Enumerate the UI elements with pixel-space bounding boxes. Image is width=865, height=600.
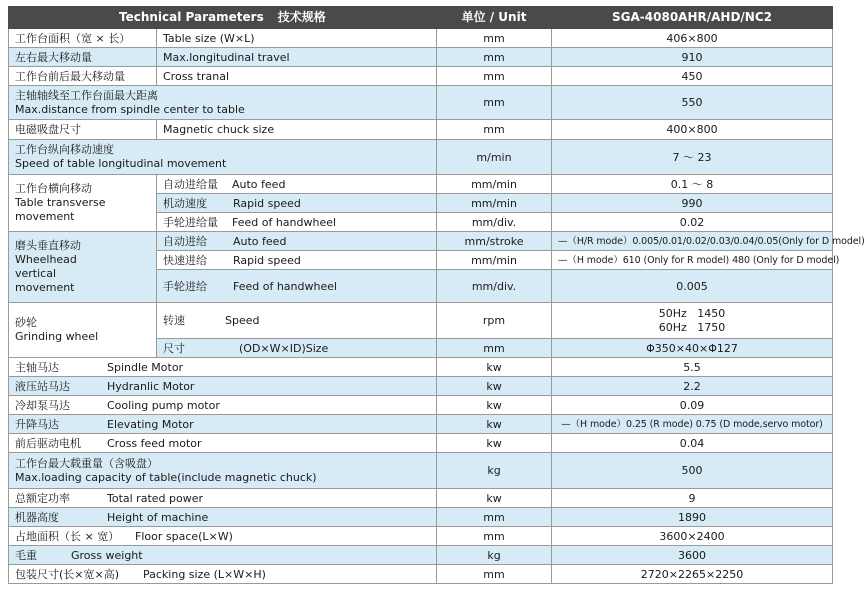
row-unit: kw [437,434,552,453]
row-unit: kw [437,489,552,508]
row-unit: mm/div. [437,213,552,232]
header-model: SGA-4080AHR/AHD/NC2 [552,7,833,29]
row-value: 7 ～ 23 [552,140,833,175]
row-unit: rpm [437,303,552,339]
table-row [9,489,833,508]
table-row [9,396,833,415]
sub-label [157,303,437,339]
row-label-en: Cross tranal [157,67,437,86]
row-label-en: Cross feed motor [107,436,202,450]
row-value: Φ350×40×Φ127 [552,339,833,358]
row-value: 1890 [552,508,833,527]
row-value: 2720×2265×2250 [552,565,833,584]
sub-label-cn: 机动速度 [163,196,207,210]
row-label-en: Max.loading capacity of table(include magnetic chuck) [15,470,317,484]
row-value: 0.005 [552,270,833,303]
row-unit: kw [437,377,552,396]
row-value: 0.09 [552,396,833,415]
table-row [9,140,833,175]
sub-label-en: Feed of handwheel [232,215,337,229]
table-row [9,453,833,489]
table-row [9,29,833,48]
row-label-en: Max.longitudinal travel [157,48,437,67]
row-label-en: Hydranlic Motor [107,379,195,393]
row-unit: mm [437,67,552,86]
table-row [9,303,833,339]
row-label [9,358,437,377]
row-label [9,453,437,489]
row-unit: kg [437,546,552,565]
sub-label-en: Speed [225,314,260,327]
table-row [9,565,833,584]
row-value: 910 [552,48,833,67]
row-label-cn: 毛重 [15,548,37,562]
row-value: —（H mode）0.25 (R mode) 0.75 (D mode,servo motor) [552,415,833,434]
row-value: —（H/R mode）0.005/0.01/0.02/0.03/0.04/0.05(Only for D model) [552,232,833,251]
row-label-cn: 机器高度 [15,510,59,524]
table-row [9,48,833,67]
sub-label-en: Auto feed [233,234,287,248]
sub-label-en: Rapid speed [233,253,301,267]
row-unit: mm [437,29,552,48]
row-label-en: Total rated power [107,491,204,505]
row-unit: mm/min [437,175,552,194]
header-params-en: Technical Parameters [119,10,264,24]
row-unit: mm [437,86,552,120]
row-unit: mm [437,565,552,584]
row-value: 0.02 [552,213,833,232]
row-value: 500 [552,453,833,489]
speed-60hz: 60Hz 1750 [658,320,726,334]
row-label-cn: 占地面积（长 × 宽） [15,529,120,543]
row-label-en: Spindle Motor [107,360,184,374]
header-unit: 单位 / Unit [437,7,552,29]
table-row [9,527,833,546]
row-unit: mm [437,48,552,67]
table-row [9,67,833,86]
row-label-cn: 前后驱动电机 [15,436,81,450]
row-label-en: Packing size (L×W×H) [143,567,266,581]
table-row [9,86,833,120]
row-label-en: Cooling pump motor [107,398,220,412]
table-row [9,232,833,251]
row-label-en: Gross weight [71,548,143,562]
group-label-en: movement [15,281,75,294]
row-unit: kg [437,453,552,489]
row-label-en: Magnetic chuck size [157,120,437,140]
row-label-cn: 冷却泵马达 [15,398,70,412]
group-label-cn: 磨头垂直移动 [15,239,81,252]
row-label [9,377,437,396]
sub-label [157,232,437,251]
row-label [9,434,437,453]
row-label [9,565,437,584]
group-label-cn: 工作台横向移动 [15,182,92,195]
sub-label-cn: 手轮进给量 [163,215,218,229]
row-unit: mm [437,527,552,546]
group-label-en: Grinding wheel [15,330,99,343]
sub-label [157,339,437,358]
row-label-cn: 总额定功率 [15,491,70,505]
sub-label [157,175,437,194]
sub-label-cn: 自动进给 [163,234,207,248]
row-label-cn: 电磁吸盘尺寸 [9,120,157,140]
row-unit: mm/min [437,194,552,213]
table-row [9,434,833,453]
group-label-vertical [9,232,157,303]
table-row [9,120,833,140]
row-value: 5.5 [552,358,833,377]
header-params-cn: 技术规格 [277,10,326,24]
speed-50hz: 50Hz 1450 [658,306,726,320]
row-label-cn: 工作台纵向移动速度 [15,143,114,156]
row-unit: kw [437,358,552,377]
group-label-cn: 砂轮 [15,316,37,329]
group-label-en: Table transverse [15,196,106,209]
sub-label [157,251,437,270]
row-label-cn: 包装尺寸(长×宽×高) [15,567,120,581]
row-label-cn: 升降马达 [15,417,59,431]
row-value [552,303,833,339]
row-label [9,489,437,508]
sub-label-en: Feed of handwheel [233,279,338,293]
row-value: 0.04 [552,434,833,453]
sub-label-en: Auto feed [232,177,286,191]
row-label [9,508,437,527]
row-label-en: Max.distance from spindle center to table [15,102,245,116]
row-value: 9 [552,489,833,508]
table-row [9,508,833,527]
row-unit: m/min [437,140,552,175]
table-row [9,358,833,377]
group-label-en: Wheelhead [15,253,77,266]
row-unit: mm [437,508,552,527]
row-unit: mm [437,120,552,140]
sub-label-en: (OD×W×ID)Size [239,341,329,355]
group-label-wheel [9,303,157,358]
row-label-cn: 液压站马达 [15,379,70,393]
row-label-cn: 工作台前后最大移动量 [9,67,157,86]
row-unit: mm/stroke [437,232,552,251]
sub-label-cn: 自动进给量 [163,177,218,191]
row-value: 3600 [552,546,833,565]
sub-label-cn: 转速 [163,314,185,327]
row-value: 450 [552,67,833,86]
sub-label [157,270,437,303]
row-value: 550 [552,86,833,120]
row-label-en: Floor space(L×W) [135,529,233,543]
table-row [9,546,833,565]
row-unit: kw [437,396,552,415]
sub-label-cn: 快速进给 [163,253,207,267]
table-row [9,175,833,194]
row-value: 3600×2400 [552,527,833,546]
sub-label-cn: 尺寸 [163,341,185,355]
header-params [9,7,437,29]
row-value: —（H mode）610 (Only for R model) 480 (Only for D model) [552,251,833,270]
row-value: 0.1 ～ 8 [552,175,833,194]
row-label-en: Elevating Motor [107,417,194,431]
row-label-cn: 主轴马达 [15,360,59,374]
row-label [9,86,437,120]
group-label-en: vertical [15,267,57,280]
row-label-en: Height of machine [107,510,209,524]
sub-label-en: Rapid speed [233,196,301,210]
table-row [9,415,833,434]
row-value: 400×800 [552,120,833,140]
spec-table [8,6,865,584]
sub-label [157,194,437,213]
row-label-cn: 工作台面积（宽 × 长） [9,29,157,48]
row-label [9,415,437,434]
row-value: 2.2 [552,377,833,396]
row-label-cn: 主轴轴线至工作台面最大距离 [15,88,158,102]
row-unit: mm/min [437,251,552,270]
group-label-transverse [9,175,157,232]
sub-label-cn: 手轮进给 [163,279,207,293]
table-row [9,377,833,396]
header-row [9,7,833,29]
row-value: 406×800 [552,29,833,48]
row-label [9,140,437,175]
row-label [9,527,437,546]
row-unit: mm/div. [437,270,552,303]
row-unit: mm [437,339,552,358]
row-unit: kw [437,415,552,434]
row-value: 990 [552,194,833,213]
row-label-cn: 工作台最大载重量（含吸盘） [15,456,158,470]
row-label [9,546,437,565]
row-label [9,396,437,415]
row-label-en: Speed of table longitudinal movement [15,157,227,170]
row-label-en: Table size (W×L) [157,29,437,48]
group-label-en: movement [15,210,75,223]
row-label-cn: 左右最大移动量 [9,48,157,67]
sub-label [157,213,437,232]
